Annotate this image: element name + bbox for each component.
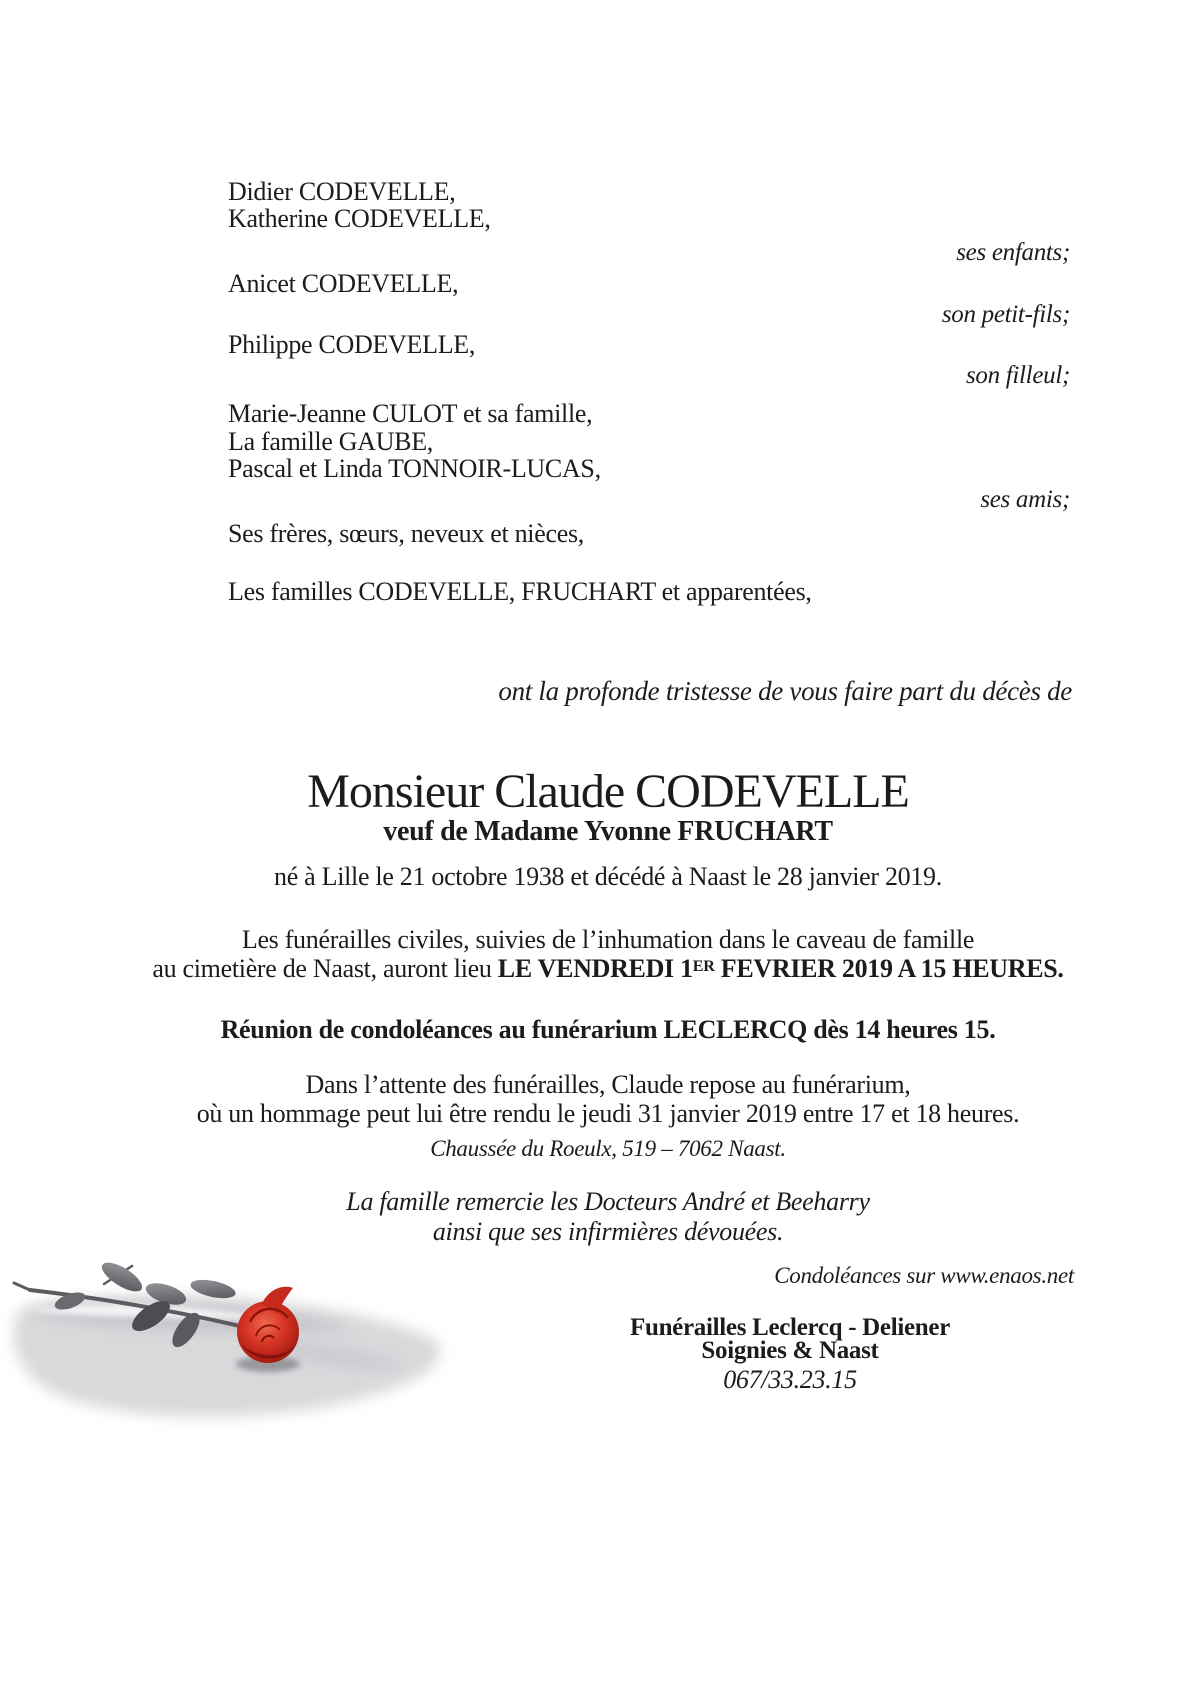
- thanks-line-2: ainsi que ses infirmières dévouées.: [432, 1217, 784, 1246]
- ceremony-line-1: Les funérailles civiles, suivies de l’inhumation dans le caveau de famille: [241, 925, 975, 954]
- deceased-name: Monsieur Claude CODEVELLE: [307, 765, 909, 818]
- repose-line-2: où un hommage peut lui être rendu le jeudi 31 janvier 2019 entre 17 et 18 heures.: [196, 1099, 1020, 1128]
- funerarium-address: Chaussée du Roeulx, 519 – 7062 Naast.: [430, 1136, 786, 1161]
- ceremony-date-bold-end: FEVRIER 2019 A 15 HEURES.: [714, 954, 1064, 983]
- deceased-widower-of: veuf de Madame Yvonne FRUCHART: [383, 816, 833, 847]
- intro-sentence: ont la profonde tristesse de vous faire part du décès de: [498, 676, 1072, 706]
- mourner-name: Marie-Jeanne CULOT et sa famille,: [228, 399, 593, 428]
- funeral-home-phone: 067/33.23.15: [723, 1365, 857, 1394]
- mourner-name: Philippe CODEVELLE,: [228, 330, 476, 359]
- online-condolences: Condoléances sur www.enaos.net: [774, 1263, 1074, 1288]
- mourner-name: Ses frères, sœurs, neveux et nièces,: [228, 519, 584, 548]
- relation-label: son filleul;: [965, 362, 1070, 389]
- deceased-life-dates: né à Lille le 21 octobre 1938 et décédé à Naast le 28 janvier 2019.: [274, 862, 942, 891]
- mourner-name: Didier CODEVELLE,: [228, 177, 456, 206]
- mourner-name: Les familles CODEVELLE, FRUCHART et apparentées,: [228, 577, 812, 606]
- thanks-line-1: La famille remercie les Docteurs André et Beeharry: [346, 1187, 870, 1216]
- rose-photo: [0, 1250, 460, 1435]
- ceremony-line-2-plain: au cimetière de Naast, auront lieu: [152, 954, 498, 983]
- funeral-home-name: Funérailles Leclercq - Deliener: [630, 1314, 950, 1341]
- ceremony-date-ordinal: ER: [692, 957, 715, 975]
- relation-label: ses amis;: [980, 486, 1070, 513]
- mourner-name: Anicet CODEVELLE,: [228, 269, 459, 298]
- sand-backdrop: [13, 1295, 440, 1417]
- relation-label: son petit-fils;: [941, 301, 1070, 328]
- mourner-name: La famille GAUBE,: [228, 427, 434, 456]
- funeral-home-cities: Soignies & Naast: [701, 1337, 879, 1364]
- relation-label: ses enfants;: [956, 239, 1070, 266]
- mourner-name: Pascal et Linda TONNOIR-LUCAS,: [228, 454, 601, 483]
- repose-line-1: Dans l’attente des funérailles, Claude repose au funérarium,: [305, 1070, 911, 1099]
- condolence-meeting-line: Réunion de condoléances au funérarium LECLERCQ dès 14 heures 15.: [220, 1015, 996, 1044]
- ceremony-date-bold: LE VENDREDI 1: [497, 954, 693, 983]
- ceremony-line-2: [22, 956, 1194, 982]
- mourner-name: Katherine CODEVELLE,: [228, 204, 491, 233]
